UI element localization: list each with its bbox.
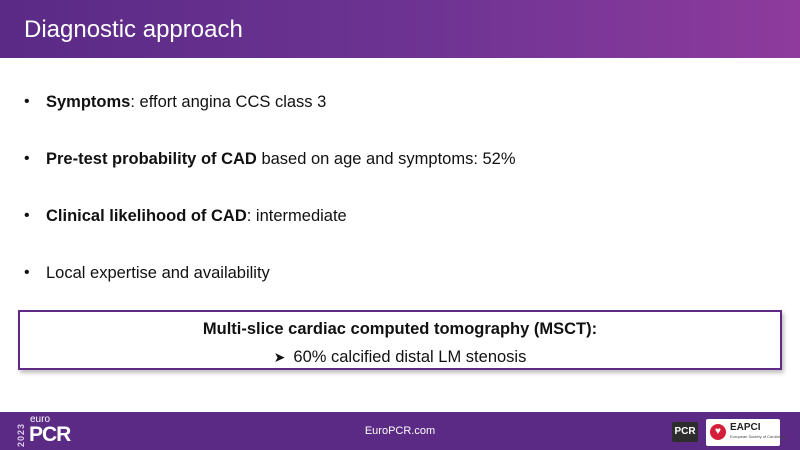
bullet-item <box>24 259 764 287</box>
bullet-item <box>24 88 764 116</box>
bullet-bold: Pre-test probability of CAD <box>46 150 257 168</box>
bullet-text: based on age and symptoms: 52% <box>256 150 516 168</box>
msct-box <box>18 310 782 370</box>
bullet-item <box>24 202 764 230</box>
bullet-bold: Clinical likelihood of CAD <box>46 207 247 225</box>
bullet-text: : effort angina CCS class 3 <box>130 93 327 111</box>
bullet-text: Local expertise and availability <box>46 264 270 282</box>
bullet-list <box>24 88 764 316</box>
slide-header <box>0 0 800 58</box>
eapci-label: EAPCI <box>730 422 761 433</box>
eapci-logo <box>706 419 787 446</box>
logo-euro: euro <box>30 414 51 425</box>
bullet-text: : intermediate <box>246 207 347 225</box>
arrow-bullet-icon: ➤ <box>273 349 286 365</box>
bullet-bold: Symptoms <box>46 93 131 111</box>
logo-year: 2023 <box>16 422 26 447</box>
slide-title: Diagnostic approach <box>24 16 243 43</box>
msct-finding-text: 60% calcified distal LM stenosis <box>293 348 527 366</box>
msct-finding <box>20 347 780 367</box>
pcr-badge-logo: PCR <box>672 422 698 442</box>
footer-url: EuroPCR.com <box>364 425 436 437</box>
msct-title: Multi-slice cardiac computed tomography (MSCT): <box>202 320 598 338</box>
heart-icon: ♥ <box>710 424 726 440</box>
logo-pcr: PCR <box>29 423 71 446</box>
eapci-sub: European Society of Cardiology <box>730 434 787 439</box>
bullet-item <box>24 145 764 173</box>
